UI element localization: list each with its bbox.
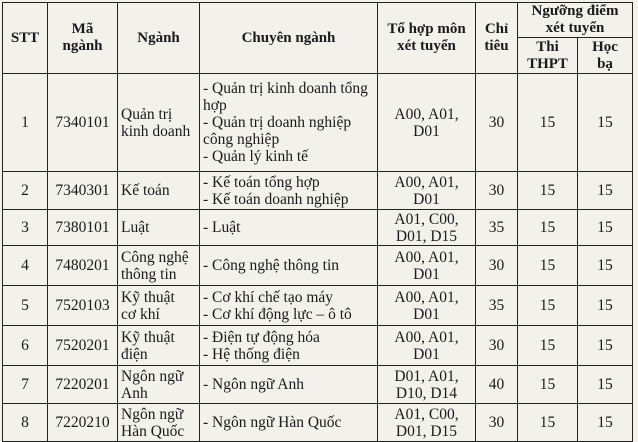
header-ma-nganh: Mã ngành (48, 3, 118, 74)
cell-thi-thpt: 15 (518, 404, 578, 442)
cell-nganh-line: kinh doanh (121, 122, 191, 140)
cell-nganh-line: Kế toán (121, 182, 170, 199)
cell-ma-nganh: 7220201 (48, 366, 118, 404)
cell-to-hop-line: A00, A01, (394, 173, 459, 191)
header-hoc-ba: Học bạ (578, 38, 633, 74)
cell-nganh-line: Kỹ thuật (121, 328, 175, 346)
cell-to-hop-line: A00, A01, (394, 248, 459, 266)
cell-to-hop-line: D01, D15 (395, 227, 458, 245)
cell-stt: 6 (3, 326, 48, 366)
cell-hoc-ba: 15 (578, 172, 633, 210)
cell-nganh-line: Kỹ thuật (121, 288, 175, 306)
cell-chi-tieu: 35 (476, 286, 518, 326)
cell-chuyen-nganh (200, 210, 378, 246)
cell-hoc-ba: 15 (578, 286, 633, 326)
cell-nganh (118, 404, 200, 442)
cell-nganh-line: Anh (121, 384, 148, 402)
cell-chuyen-nganh (200, 74, 378, 172)
cell-nganh (118, 326, 200, 366)
table-row (3, 74, 633, 172)
cell-thi-thpt: 15 (518, 286, 578, 326)
header-nguong-diem: Ngưỡng điểm xét tuyển (518, 3, 633, 38)
table-row (3, 366, 633, 404)
cell-nganh-line: Ngôn ngữ (121, 405, 184, 423)
cell-to-hop-line: A01, C00, (394, 210, 459, 228)
header-nganh: Ngành (118, 3, 200, 74)
table-row (3, 210, 633, 246)
admission-table (2, 2, 633, 442)
cell-nganh-line: cơ khí (121, 305, 160, 323)
cell-stt: 1 (3, 74, 48, 172)
cell-chuyen-nganh-line: - Cơ khí chế tạo máy (203, 288, 334, 306)
cell-thi-thpt: 15 (518, 326, 578, 366)
table-row (3, 404, 633, 442)
cell-nganh-line: điện (121, 345, 148, 363)
cell-to-hop (378, 404, 476, 442)
cell-hoc-ba: 15 (578, 404, 633, 442)
cell-to-hop (378, 366, 476, 404)
cell-chuyen-nganh-line: - Hệ thống điện (203, 345, 300, 363)
cell-stt: 8 (3, 404, 48, 442)
cell-nganh (118, 172, 200, 210)
cell-nganh-line: Luật (121, 219, 150, 236)
cell-nganh (118, 366, 200, 404)
cell-chi-tieu: 30 (476, 74, 518, 172)
cell-thi-thpt: 15 (518, 210, 578, 246)
cell-chuyen-nganh-line: - Kế toán doanh nghiệp (203, 190, 349, 208)
cell-chi-tieu: 30 (476, 326, 518, 366)
cell-to-hop-line: D01, A01, (394, 367, 459, 385)
cell-chi-tieu: 40 (476, 366, 518, 404)
cell-ma-nganh: 7520103 (48, 286, 118, 326)
cell-nganh (118, 74, 200, 172)
cell-nganh-line: thông tin (121, 265, 177, 283)
cell-hoc-ba: 15 (578, 326, 633, 366)
cell-thi-thpt: 15 (518, 74, 578, 172)
cell-hoc-ba: 15 (578, 246, 633, 286)
cell-chi-tieu: 30 (476, 404, 518, 442)
cell-thi-thpt: 15 (518, 172, 578, 210)
cell-chuyen-nganh (200, 366, 378, 404)
cell-chuyen-nganh-line: - Cơ khí động lực – ô tô (203, 305, 352, 323)
cell-stt: 5 (3, 286, 48, 326)
cell-chuyen-nganh-line: - Ngôn ngữ Hàn Quốc (203, 414, 342, 431)
cell-chuyen-nganh-line: - Công nghệ thông tin (203, 257, 340, 274)
cell-chuyen-nganh (200, 286, 378, 326)
cell-stt: 7 (3, 366, 48, 404)
cell-to-hop-line: D01 (413, 265, 440, 283)
header-chi-tieu: Chỉ tiêu (476, 3, 518, 74)
cell-to-hop (378, 74, 476, 172)
cell-chi-tieu: 30 (476, 246, 518, 286)
cell-chuyen-nganh-line: - Kế toán tổng hợp (203, 173, 320, 191)
cell-to-hop (378, 172, 476, 210)
header-thi-thpt: Thi THPT (518, 38, 578, 74)
cell-hoc-ba: 15 (578, 210, 633, 246)
cell-nganh (118, 286, 200, 326)
cell-to-hop-line: D01 (413, 190, 440, 208)
cell-ma-nganh: 7520201 (48, 326, 118, 366)
cell-thi-thpt: 15 (518, 366, 578, 404)
cell-to-hop-line: D01 (413, 122, 440, 140)
cell-to-hop-line: D01, D15 (395, 422, 458, 440)
cell-ma-nganh: 7340101 (48, 74, 118, 172)
cell-chuyen-nganh-line: - Ngôn ngữ Anh (203, 376, 304, 393)
cell-ma-nganh: 7340301 (48, 172, 118, 210)
cell-chuyen-nganh-line: - Luật (203, 219, 241, 236)
cell-nganh (118, 246, 200, 286)
cell-to-hop-line: D01 (413, 305, 440, 323)
cell-chuyen-nganh (200, 246, 378, 286)
cell-to-hop-line: A00, A01, (394, 105, 459, 123)
cell-ma-nganh: 7380101 (48, 210, 118, 246)
cell-nganh-line: Quản trị (121, 105, 173, 123)
cell-to-hop (378, 326, 476, 366)
table-row (3, 172, 633, 210)
cell-stt: 2 (3, 172, 48, 210)
cell-chuyen-nganh (200, 404, 378, 442)
cell-chuyen-nganh-line: - Quản trị kinh doanh tổng (203, 80, 368, 97)
cell-nganh-line: Công nghệ (121, 248, 189, 266)
header-stt: STT (3, 3, 48, 74)
cell-nganh (118, 210, 200, 246)
cell-to-hop (378, 246, 476, 286)
header-to-hop: Tổ hợp môn xét tuyển (378, 3, 476, 74)
cell-to-hop-line: A01, C00, (394, 405, 459, 423)
cell-chuyen-nganh-line: công nghiệp (203, 131, 280, 148)
cell-chi-tieu: 35 (476, 210, 518, 246)
cell-chi-tieu: 30 (476, 172, 518, 210)
table-row (3, 246, 633, 286)
cell-chuyen-nganh-line: - Quản trị doanh nghiệp (203, 114, 352, 131)
table-row (3, 286, 633, 326)
cell-nganh-line: Hàn Quốc (121, 422, 185, 440)
cell-to-hop (378, 286, 476, 326)
cell-thi-thpt: 15 (518, 246, 578, 286)
cell-nganh-line: Ngôn ngữ (121, 367, 184, 385)
cell-chuyen-nganh-line: hợp (203, 97, 227, 114)
cell-to-hop (378, 210, 476, 246)
cell-ma-nganh: 7480201 (48, 246, 118, 286)
cell-to-hop-line: A00, A01, (394, 328, 459, 346)
cell-hoc-ba: 15 (578, 366, 633, 404)
header-chuyen-nganh: Chuyên ngành (200, 3, 378, 74)
cell-chuyen-nganh (200, 326, 378, 366)
cell-to-hop-line: D01 (413, 345, 440, 363)
cell-chuyen-nganh-line: - Quản lý kinh tế (203, 148, 309, 165)
cell-ma-nganh: 7220210 (48, 404, 118, 442)
cell-to-hop-line: A00, A01, (394, 288, 459, 306)
cell-to-hop-line: D10, D14 (395, 384, 458, 402)
table-row (3, 326, 633, 366)
cell-chuyen-nganh (200, 172, 378, 210)
cell-stt: 3 (3, 210, 48, 246)
cell-chuyen-nganh-line: - Điện tự động hóa (203, 328, 320, 346)
cell-hoc-ba: 15 (578, 74, 633, 172)
cell-stt: 4 (3, 246, 48, 286)
